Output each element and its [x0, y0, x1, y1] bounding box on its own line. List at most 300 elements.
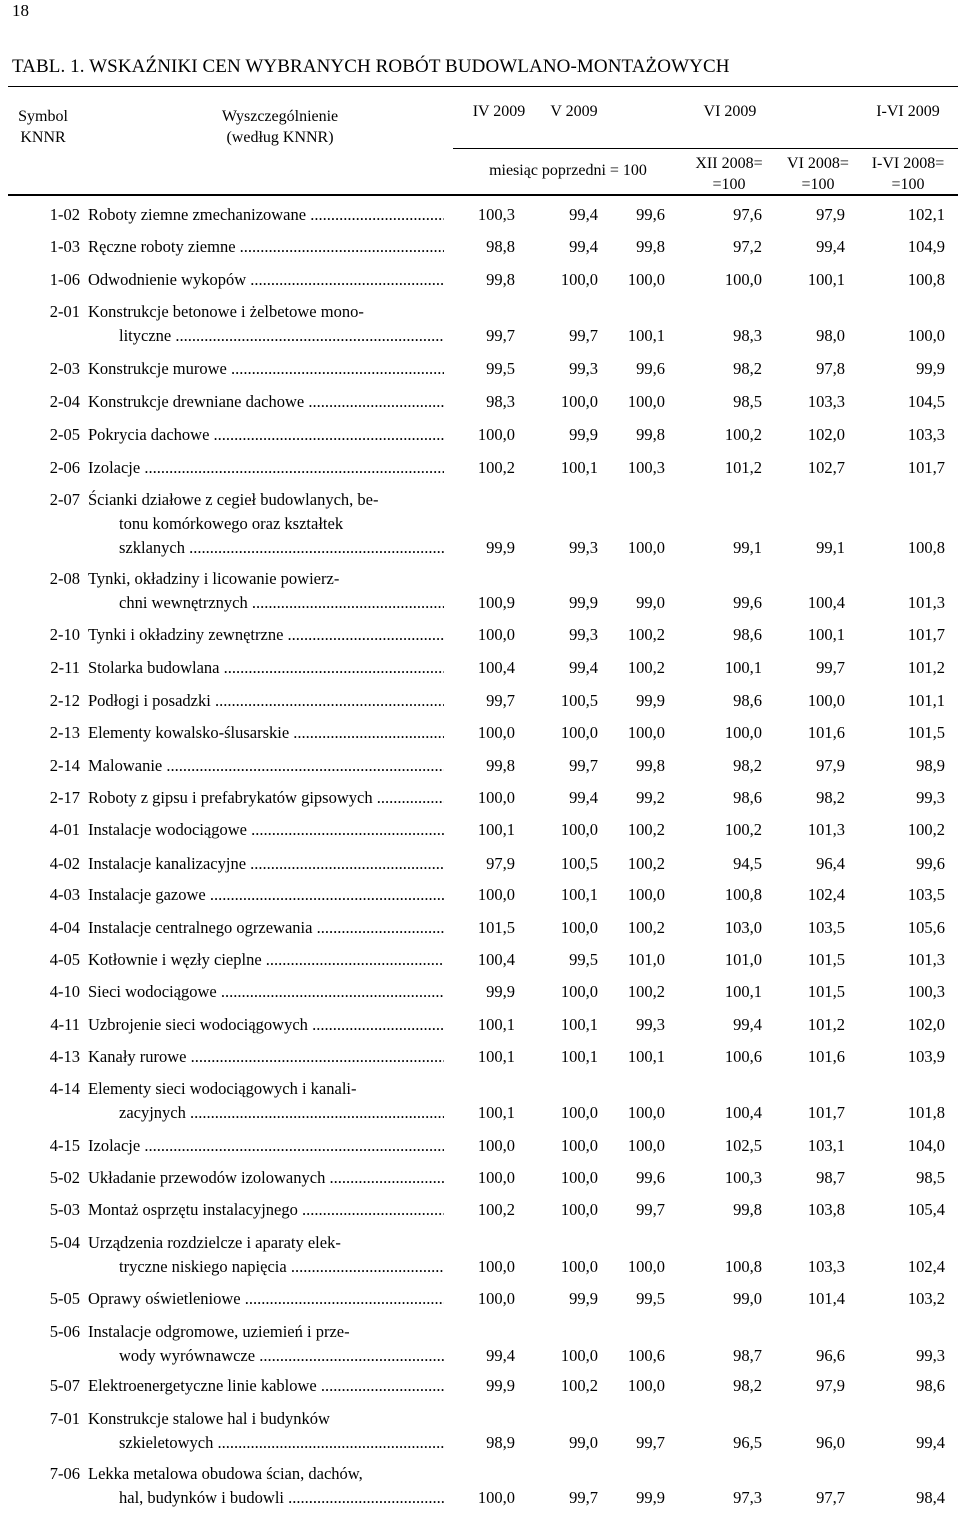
row-code: 5-05	[49, 1289, 80, 1308]
row-value: 100,0	[627, 1103, 665, 1122]
header-symbol-line: Symbol	[18, 108, 68, 125]
row-description	[88, 1134, 444, 1158]
row-code: 5-04	[49, 1233, 80, 1252]
row-code: 1-06	[49, 270, 80, 289]
row-value: 101,2	[807, 1015, 845, 1034]
row-description	[88, 390, 444, 414]
row-value: 99,7	[636, 1200, 665, 1219]
row-value: 104,5	[907, 392, 945, 411]
row-value: 100,3	[627, 458, 665, 477]
row-value: 100,0	[560, 270, 598, 289]
row-code: 1-03	[49, 237, 80, 256]
row-description	[88, 1231, 444, 1279]
row-description	[88, 203, 444, 227]
row-value: 99,5	[569, 950, 598, 969]
header-base-line: =100	[712, 176, 746, 193]
row-value: 99,3	[569, 359, 598, 378]
row-value: 100,0	[560, 1136, 598, 1155]
row-value: 99,4	[569, 658, 598, 677]
row-description	[88, 567, 444, 615]
row-description-line: tryczne niskiego napięcia .....	[88, 1255, 444, 1279]
row-value: 100,1	[477, 1103, 515, 1122]
row-value: 100,0	[627, 723, 665, 742]
row-value: 99,8	[636, 425, 665, 444]
row-code: 4-13	[49, 1047, 80, 1066]
row-value: 99,3	[569, 538, 598, 557]
row-value: 100,0	[560, 723, 598, 742]
row-value: 99,8	[733, 1200, 762, 1219]
row-value: 101,1	[907, 691, 945, 710]
row-value: 98,7	[733, 1346, 762, 1365]
page-number: 18	[12, 1, 29, 20]
row-value: 101,8	[907, 1103, 945, 1122]
row-value: 100,0	[560, 1168, 598, 1187]
row-value: 98,2	[733, 359, 762, 378]
row-value: 101,7	[907, 458, 945, 477]
header-symbol-line: KNNR	[20, 129, 66, 146]
row-value: 100,1	[477, 820, 515, 839]
row-code: 2-06	[49, 458, 80, 477]
row-value: 100,8	[907, 538, 945, 557]
row-value: 102,7	[807, 458, 845, 477]
row-code: 5-06	[49, 1322, 80, 1341]
row-value: 100,1	[560, 1015, 598, 1034]
row-value: 100,8	[907, 270, 945, 289]
row-value: 100,2	[477, 1200, 515, 1219]
row-value: 100,2	[627, 658, 665, 677]
row-value: 99,0	[733, 1289, 762, 1308]
row-value: 99,9	[636, 691, 665, 710]
row-value: 99,7	[636, 1433, 665, 1452]
row-value: 104,9	[907, 237, 945, 256]
row-value: 100,4	[807, 593, 845, 612]
row-value: 98,9	[486, 1433, 515, 1452]
row-value: 99,6	[733, 593, 762, 612]
row-description-line: Instalacje gazowe .....	[88, 883, 444, 907]
row-value: 97,2	[733, 237, 762, 256]
row-value: 99,8	[636, 756, 665, 775]
row-value: 100,4	[477, 950, 515, 969]
table-title: TABL. 1. WSKAŹNIKI CEN WYBRANYCH ROBÓT BUDOWLANO-MONTAŻOWYCH	[12, 56, 730, 77]
row-description-line: Tynki, okładziny i licowanie powierz-	[88, 569, 340, 588]
row-value: 99,3	[636, 1015, 665, 1034]
row-value: 98,6	[916, 1376, 945, 1395]
row-value: 102,0	[807, 425, 845, 444]
row-value: 99,7	[569, 1488, 598, 1507]
row-value: 99,4	[916, 1433, 945, 1452]
row-description	[88, 423, 444, 447]
row-value: 100,8	[724, 885, 762, 904]
row-value: 101,5	[807, 950, 845, 969]
row-description-line: Konstrukcje stalowe hal i budynków	[88, 1409, 330, 1428]
header-base-line: =100	[891, 176, 925, 193]
row-description	[88, 980, 444, 1004]
row-value: 100,4	[477, 658, 515, 677]
row-code: 2-13	[49, 723, 80, 742]
row-value: 99,8	[486, 756, 515, 775]
row-value: 101,5	[907, 723, 945, 742]
header-base-line: I-VI 2008=	[871, 155, 945, 172]
row-description-line: Instalacje centralnego ogrzewania .....	[88, 916, 444, 940]
row-value: 98,8	[486, 237, 515, 256]
row-description	[88, 623, 444, 647]
row-value: 98,5	[733, 392, 762, 411]
row-value: 100,2	[724, 820, 762, 839]
row-value: 99,7	[486, 326, 515, 345]
header-period-i-vi-2009: I-VI 2009	[876, 103, 940, 120]
row-value: 101,3	[907, 593, 945, 612]
row-description-line: Ręczne roboty ziemne .....	[88, 235, 444, 259]
row-value: 99,1	[733, 538, 762, 557]
header-period-v-2009: V 2009	[550, 103, 598, 120]
row-description-line: Elementy kowalsko-ślusarskie .....	[88, 721, 444, 745]
row-value: 103,1	[807, 1136, 845, 1155]
row-value: 100,1	[477, 1047, 515, 1066]
row-description-line: Instalacje wodociągowe .....	[88, 818, 444, 842]
row-value: 101,5	[807, 982, 845, 1001]
row-description	[88, 1407, 444, 1455]
row-description-line: Instalacje odgromowe, uziemień i prze-	[88, 1322, 350, 1341]
row-description	[88, 656, 444, 680]
row-value: 103,2	[907, 1289, 945, 1308]
row-value: 97,6	[733, 205, 762, 224]
row-description	[88, 1198, 444, 1222]
row-description	[88, 852, 444, 876]
row-value: 99,4	[569, 205, 598, 224]
row-value: 99,1	[816, 538, 845, 557]
row-value: 100,0	[477, 723, 515, 742]
row-value: 100,0	[477, 1488, 515, 1507]
row-description-line: wody wyrównawcze .....	[88, 1344, 444, 1368]
row-value: 100,0	[627, 1136, 665, 1155]
row-value: 102,4	[807, 885, 845, 904]
row-value: 103,0	[724, 918, 762, 937]
row-code: 2-07	[49, 490, 80, 509]
header-description-line: (według KNNR)	[226, 129, 334, 146]
row-value: 99,6	[916, 854, 945, 873]
row-value: 94,5	[733, 854, 762, 873]
row-description-line: Sieci wodociągowe .....	[88, 980, 444, 1004]
row-value: 98,2	[816, 788, 845, 807]
row-description-line: Układanie przewodów izolowanych .....	[88, 1166, 444, 1190]
row-value: 96,6	[816, 1346, 845, 1365]
row-description-line: szklanych .....	[88, 536, 444, 560]
row-description	[88, 456, 444, 480]
row-code: 4-03	[49, 885, 80, 904]
row-value: 100,8	[724, 1257, 762, 1276]
row-value: 100,0	[907, 326, 945, 345]
row-description	[88, 300, 444, 348]
row-description	[88, 1462, 444, 1510]
row-description-line: Elektroenergetyczne linie kablowe .....	[88, 1374, 444, 1398]
row-description	[88, 689, 444, 713]
row-value: 102,0	[907, 1015, 945, 1034]
row-value: 100,9	[477, 593, 515, 612]
row-description	[88, 818, 444, 842]
row-value: 99,5	[636, 1289, 665, 1308]
row-value: 99,7	[569, 326, 598, 345]
row-description	[88, 1045, 444, 1069]
row-description	[88, 357, 444, 381]
row-value: 101,4	[807, 1289, 845, 1308]
row-value: 100,0	[477, 1257, 515, 1276]
row-value: 99,9	[569, 1289, 598, 1308]
row-description-line: Konstrukcje drewniane dachowe .....	[88, 390, 444, 414]
row-code: 5-03	[49, 1200, 80, 1219]
row-code: 4-04	[49, 918, 80, 937]
row-value: 100,3	[724, 1168, 762, 1187]
row-code: 4-15	[49, 1136, 80, 1155]
row-value: 100,0	[627, 392, 665, 411]
row-code: 2-12	[49, 691, 80, 710]
row-description	[88, 1374, 444, 1398]
row-value: 100,1	[807, 270, 845, 289]
row-value: 98,5	[916, 1168, 945, 1187]
row-description	[88, 1013, 444, 1037]
row-value: 99,7	[486, 691, 515, 710]
row-value: 99,6	[636, 359, 665, 378]
row-value: 99,0	[569, 1433, 598, 1452]
row-code: 1-02	[49, 205, 80, 224]
row-value: 100,1	[560, 885, 598, 904]
row-value: 103,5	[807, 918, 845, 937]
row-value: 100,1	[627, 326, 665, 345]
row-value: 100,1	[560, 458, 598, 477]
row-value: 101,0	[627, 950, 665, 969]
row-value: 100,2	[627, 918, 665, 937]
row-value: 100,1	[807, 625, 845, 644]
row-value: 100,1	[627, 1047, 665, 1066]
row-description-line: tonu komórkowego oraz kształtek	[119, 514, 344, 533]
row-value: 99,7	[816, 658, 845, 677]
row-description	[88, 721, 444, 745]
row-value: 100,2	[477, 458, 515, 477]
row-value: 100,3	[477, 205, 515, 224]
row-description	[88, 786, 444, 810]
row-value: 100,2	[724, 425, 762, 444]
row-value: 101,5	[477, 918, 515, 937]
row-description-line: Montaż osprzętu instalacyjnego .....	[88, 1198, 444, 1222]
row-description	[88, 1077, 444, 1125]
row-value: 100,0	[724, 270, 762, 289]
row-code: 2-04	[49, 392, 80, 411]
row-value: 99,8	[636, 237, 665, 256]
row-value: 100,0	[560, 820, 598, 839]
row-value: 105,6	[907, 918, 945, 937]
row-value: 100,0	[477, 788, 515, 807]
header-base-line: XII 2008=	[695, 155, 763, 172]
row-value: 98,6	[733, 788, 762, 807]
row-description	[88, 754, 444, 778]
row-code: 2-14	[49, 756, 80, 775]
row-description	[88, 235, 444, 259]
row-value: 100,2	[627, 982, 665, 1001]
row-value: 96,4	[816, 854, 845, 873]
row-code: 5-02	[49, 1168, 80, 1187]
row-value: 101,6	[807, 723, 845, 742]
row-code: 2-11	[50, 658, 80, 677]
row-value: 100,1	[724, 982, 762, 1001]
row-value: 100,0	[627, 1257, 665, 1276]
row-value: 100,1	[560, 1047, 598, 1066]
row-value: 100,1	[724, 658, 762, 677]
row-value: 100,2	[627, 854, 665, 873]
row-description-line: Odwodnienie wykopów .....	[88, 268, 444, 292]
row-value: 98,0	[816, 326, 845, 345]
row-description-line: Pokrycia dachowe .....	[88, 423, 444, 447]
row-description-line: Elementy sieci wodociągowych i kanali-	[88, 1079, 357, 1098]
row-value: 101,3	[807, 820, 845, 839]
row-description-line: Ścianki działowe z cegieł budowlanych, be-	[88, 490, 379, 509]
row-description	[88, 1287, 444, 1311]
row-value: 99,4	[486, 1346, 515, 1365]
row-description-line: Lekka metalowa obudowa ścian, dachów,	[88, 1464, 363, 1483]
row-value: 99,9	[569, 425, 598, 444]
row-description-line: hal, budynków i budowli .....	[88, 1486, 444, 1510]
row-value: 98,7	[816, 1168, 845, 1187]
row-value: 100,0	[477, 1168, 515, 1187]
row-value: 98,9	[916, 756, 945, 775]
row-description-line: Izolacje .....	[88, 456, 444, 480]
row-value: 103,8	[807, 1200, 845, 1219]
row-value: 100,0	[627, 270, 665, 289]
row-value: 103,3	[907, 425, 945, 444]
row-value: 100,2	[560, 1376, 598, 1395]
row-value: 101,2	[907, 658, 945, 677]
row-value: 101,0	[724, 950, 762, 969]
row-value: 98,2	[733, 756, 762, 775]
row-description	[88, 1320, 444, 1368]
row-value: 102,1	[907, 205, 945, 224]
row-value: 97,7	[816, 1488, 845, 1507]
row-description-line: lityczne .....	[88, 324, 444, 348]
row-description-line: Urządzenia rozdzielcze i aparaty elek-	[88, 1233, 341, 1252]
row-value: 98,6	[733, 691, 762, 710]
row-description-line: Kotłownie i węzły cieplne .....	[88, 948, 444, 972]
row-description	[88, 268, 444, 292]
row-value: 101,7	[807, 1103, 845, 1122]
row-value: 99,4	[569, 788, 598, 807]
row-value: 100,2	[627, 820, 665, 839]
row-value: 98,4	[916, 1488, 945, 1507]
row-description-line: Uzbrojenie sieci wodociągowych .....	[88, 1013, 444, 1037]
row-description	[88, 948, 444, 972]
row-code: 2-01	[49, 302, 80, 321]
row-value: 99,5	[486, 359, 515, 378]
row-value: 97,8	[816, 359, 845, 378]
row-value: 100,0	[560, 1346, 598, 1365]
row-code: 2-03	[49, 359, 80, 378]
row-value: 101,2	[724, 458, 762, 477]
row-value: 100,0	[560, 982, 598, 1001]
row-value: 100,0	[477, 1136, 515, 1155]
row-value: 99,9	[569, 593, 598, 612]
row-description-line: Malowanie .....	[88, 754, 444, 778]
row-description-line: Roboty ziemne zmechanizowane .....	[88, 203, 444, 227]
row-value: 98,2	[733, 1376, 762, 1395]
row-value: 100,0	[560, 1103, 598, 1122]
row-code: 4-05	[49, 950, 80, 969]
header-period-vi-2009: VI 2009	[703, 103, 757, 120]
row-code: 5-07	[49, 1376, 80, 1395]
row-value: 100,1	[477, 1015, 515, 1034]
row-value: 105,4	[907, 1200, 945, 1219]
row-value: 98,3	[733, 326, 762, 345]
row-value: 99,9	[486, 538, 515, 557]
row-code: 4-01	[49, 820, 80, 839]
row-value: 100,0	[477, 425, 515, 444]
row-value: 97,9	[486, 854, 515, 873]
row-value: 101,7	[907, 625, 945, 644]
row-value: 99,9	[636, 1488, 665, 1507]
row-value: 104,0	[907, 1136, 945, 1155]
row-value: 102,4	[907, 1257, 945, 1276]
row-value: 100,0	[807, 691, 845, 710]
row-value: 99,6	[636, 1168, 665, 1187]
row-description-line: Podłogi i posadzki .....	[88, 689, 444, 713]
row-code: 7-06	[49, 1464, 80, 1483]
row-value: 99,9	[486, 1376, 515, 1395]
row-value: 99,9	[486, 982, 515, 1001]
row-value: 100,6	[724, 1047, 762, 1066]
row-value: 100,0	[627, 538, 665, 557]
header-base-prev-month: miesiąc poprzedni = 100	[489, 162, 647, 179]
row-value: 99,4	[733, 1015, 762, 1034]
header-base-line: =100	[801, 176, 835, 193]
row-code: 4-10	[49, 982, 80, 1001]
row-value: 99,2	[636, 788, 665, 807]
row-value: 99,3	[569, 625, 598, 644]
row-value: 99,8	[486, 270, 515, 289]
row-value: 100,0	[477, 625, 515, 644]
header-description-line: Wyszczególnienie	[221, 108, 339, 125]
row-value: 99,4	[816, 237, 845, 256]
row-code: 4-11	[50, 1015, 80, 1034]
row-value: 96,5	[733, 1433, 762, 1452]
row-description-line: Oprawy oświetleniowe .....	[88, 1287, 444, 1311]
row-value: 99,4	[569, 237, 598, 256]
row-code: 4-02	[49, 854, 80, 873]
row-description-line: Konstrukcje betonowe i żelbetowe mono-	[88, 302, 364, 321]
row-description	[88, 916, 444, 940]
header-base-line: VI 2008=	[787, 155, 849, 172]
row-value: 97,3	[733, 1488, 762, 1507]
row-value: 99,6	[636, 205, 665, 224]
row-value: 100,0	[560, 918, 598, 937]
row-value: 100,0	[627, 885, 665, 904]
row-value: 96,0	[816, 1433, 845, 1452]
row-description-line: Roboty z gipsu i prefabrykatów gipsowych .....	[88, 786, 444, 810]
row-value: 103,3	[807, 392, 845, 411]
row-description-line: Tynki i okładziny zewnętrzne .....	[88, 623, 444, 647]
row-value: 102,5	[724, 1136, 762, 1155]
row-value: 99,0	[636, 593, 665, 612]
row-value: 99,9	[916, 359, 945, 378]
row-value: 97,9	[816, 205, 845, 224]
row-value: 103,9	[907, 1047, 945, 1066]
row-value: 100,3	[907, 982, 945, 1001]
row-value: 101,3	[907, 950, 945, 969]
row-value: 99,7	[569, 756, 598, 775]
row-value: 103,5	[907, 885, 945, 904]
row-value: 100,0	[560, 1257, 598, 1276]
row-value: 100,0	[560, 392, 598, 411]
row-value: 100,5	[560, 691, 598, 710]
row-value: 100,0	[627, 1376, 665, 1395]
row-description-line: chni wewnętrznych .....	[88, 591, 444, 615]
row-code: 7-01	[49, 1409, 80, 1428]
row-description-line: Kanały rurowe .....	[88, 1045, 444, 1069]
